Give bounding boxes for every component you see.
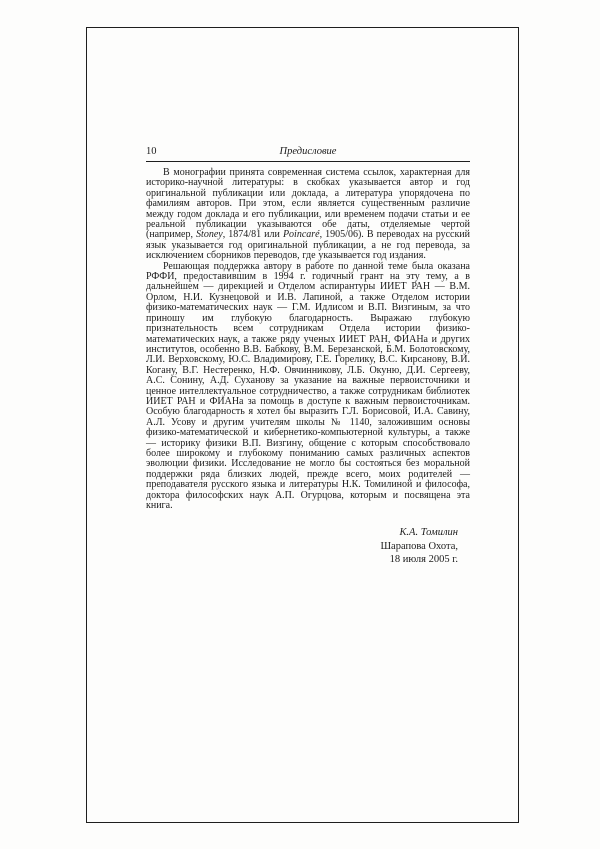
body-text	[146, 168, 470, 511]
running-head: Предисловие	[279, 146, 337, 157]
signature-place: Шарапова Охота,	[380, 540, 458, 552]
page-number: 10	[146, 146, 157, 157]
paragraph: В монографии принята современная система ссылок, характерная для историко-научной литературы: в скобках указывается автор и год оригинальной публикации или доклада, а литература упорядочена по фамилиям авторов. При этом, если является существенным различие между годом доклада и его публикации, или временем подачи статьи и ее реальной публикации указываются обе даты, отделяемые чертой (например, Stoney, 1874/81 или Poincaré, 1905/06). В переводах на русский язык указывается год оригинальной публикации, а не год перевода, за исключением сборников переводов, где указывается год издания.	[146, 167, 471, 262]
text-block	[146, 146, 470, 567]
signature-date: 18 июля 2005 г.	[389, 554, 458, 566]
paragraph: Решающая поддержка автору в работе по данной теме была оказана РФФИ, предоставившим в 1994 г. годичный грант на эту тему, а в дальнейшем — дирекцией и Отделом аспирантуры ИИЕТ РАН — В.М. Орлом, Н.И. Кузнецовой и И.В. Лапиной, а также Отделом истории физико-математических наук — Г.М. Идлисом и В.П. Визгиным, за что приношу им глубокую благодарность. Выражаю глубокую признательность всем сотрудникам Отдела истории физико-математических наук, а также ряду ученых ИИЕТ РАН, ФИАНа и других институтов, особенно В.В. Бабкову, В.М. Березанской, Б.М. Болотовскому, Л.И. Верховскому, Ю.С. Владимирову, Г.Е. Горелику, В.С. Кирсанову, В.И. Когану, В.Г. Нестеренко, Н.Ф. Овчинникову, Л.Б. Окуню, Д.И. Сергееву, А.С. Сонину, А.Д. Суханову за указание на важные первоисточники и ценное интеллектуальное сотрудничество, а также сотрудникам библиотек ИИЕТ РАН и ФИАНа за помощь в доступе к важным первоисточникам. Особую благодарность я хотел бы выразить Г.Л. Борисовой, И.А. Савину, А.Л. Усову и другим учителям школы № 1140, заложившим основы физико-математической и кибернетико-компьютерной культуры, а также — историку физики В.П. Визгину, общение с которым способствовало более широкому и глубокому пониманию самых различных аспектов эволюции физики. Исследование не могло бы состояться без моральной поддержки ряда близких людей, прежде всего, моих родителей — преподавателя русского языка и литературы Н.К. Томилиной и философа, доктора философских наук А.П. Огурцова, которым и посвящена эта книга.	[146, 260, 470, 511]
header-rule	[146, 161, 470, 162]
page-header	[146, 146, 470, 159]
signature-block	[146, 526, 470, 567]
signature-name: К.А. Томилин	[399, 527, 458, 539]
